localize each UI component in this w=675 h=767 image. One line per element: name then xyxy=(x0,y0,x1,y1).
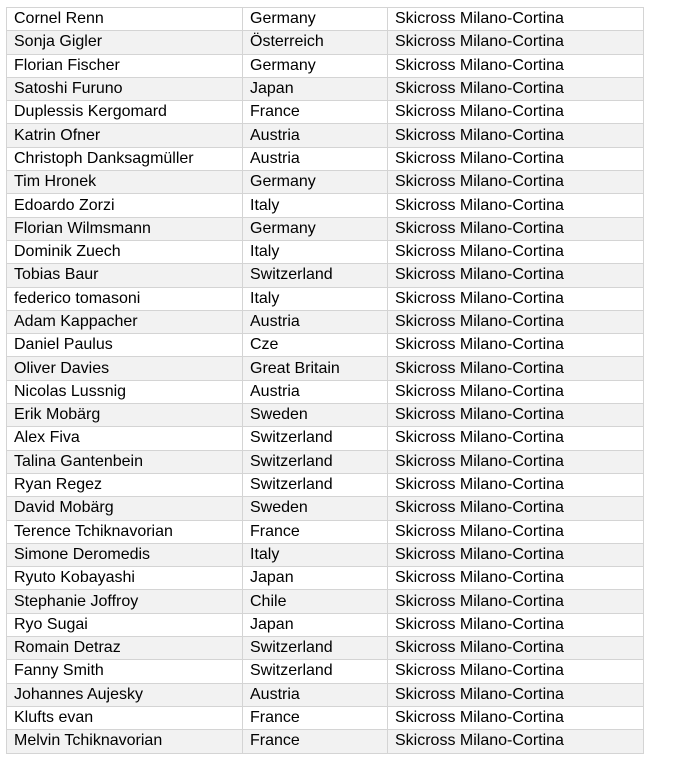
country-cell[interactable]: France xyxy=(243,520,388,543)
table-row xyxy=(7,450,644,473)
name-cell[interactable]: Alex Fiva xyxy=(7,427,243,450)
table-row xyxy=(7,240,644,263)
table-row xyxy=(7,590,644,613)
event-cell[interactable]: Skicross Milano-Cortina xyxy=(388,567,644,590)
name-cell[interactable]: Florian Wilmsmann xyxy=(7,217,243,240)
table-row xyxy=(7,427,644,450)
country-cell[interactable]: Sweden xyxy=(243,404,388,427)
table-row xyxy=(7,8,644,31)
country-cell[interactable]: Italy xyxy=(243,287,388,310)
country-cell[interactable]: Japan xyxy=(243,77,388,100)
country-cell[interactable]: Sweden xyxy=(243,497,388,520)
event-cell[interactable]: Skicross Milano-Cortina xyxy=(388,520,644,543)
country-cell[interactable]: Italy xyxy=(243,240,388,263)
table-row xyxy=(7,520,644,543)
name-cell[interactable]: Ryan Regez xyxy=(7,473,243,496)
event-cell[interactable]: Skicross Milano-Cortina xyxy=(388,8,644,31)
event-cell[interactable]: Skicross Milano-Cortina xyxy=(388,31,644,54)
country-cell[interactable]: Cze xyxy=(243,334,388,357)
event-cell[interactable]: Skicross Milano-Cortina xyxy=(388,101,644,124)
name-cell[interactable]: Satoshi Furuno xyxy=(7,77,243,100)
name-cell[interactable]: Katrin Ofner xyxy=(7,124,243,147)
country-cell[interactable]: Switzerland xyxy=(243,264,388,287)
name-cell[interactable]: Stephanie Joffroy xyxy=(7,590,243,613)
event-cell[interactable]: Skicross Milano-Cortina xyxy=(388,171,644,194)
name-cell[interactable]: Adam Kappacher xyxy=(7,310,243,333)
event-cell[interactable]: Skicross Milano-Cortina xyxy=(388,217,644,240)
name-cell[interactable]: Simone Deromedis xyxy=(7,543,243,566)
event-cell[interactable]: Skicross Milano-Cortina xyxy=(388,77,644,100)
event-cell[interactable]: Skicross Milano-Cortina xyxy=(388,334,644,357)
event-cell[interactable]: Skicross Milano-Cortina xyxy=(388,194,644,217)
country-cell[interactable]: Switzerland xyxy=(243,637,388,660)
country-cell[interactable]: Japan xyxy=(243,613,388,636)
country-cell[interactable]: France xyxy=(243,101,388,124)
country-cell[interactable]: Germany xyxy=(243,217,388,240)
name-cell[interactable]: Tobias Baur xyxy=(7,264,243,287)
table-row xyxy=(7,101,644,124)
name-cell[interactable]: Johannes Aujesky xyxy=(7,683,243,706)
event-cell[interactable]: Skicross Milano-Cortina xyxy=(388,404,644,427)
country-cell[interactable]: Italy xyxy=(243,543,388,566)
event-cell[interactable]: Skicross Milano-Cortina xyxy=(388,637,644,660)
event-cell[interactable]: Skicross Milano-Cortina xyxy=(388,660,644,683)
name-cell[interactable]: Ryo Sugai xyxy=(7,613,243,636)
table-row xyxy=(7,660,644,683)
name-cell[interactable]: Oliver Davies xyxy=(7,357,243,380)
name-cell[interactable]: Christoph Danksagmüller xyxy=(7,147,243,170)
athlete-table xyxy=(6,7,644,754)
name-cell[interactable]: Melvin Tchiknavorian xyxy=(7,730,243,753)
event-cell[interactable]: Skicross Milano-Cortina xyxy=(388,240,644,263)
event-cell[interactable]: Skicross Milano-Cortina xyxy=(388,543,644,566)
name-cell[interactable]: David Mobärg xyxy=(7,497,243,520)
country-cell[interactable]: Germany xyxy=(243,54,388,77)
name-cell[interactable]: Ryuto Kobayashi xyxy=(7,567,243,590)
table-row xyxy=(7,637,644,660)
table-row xyxy=(7,217,644,240)
country-cell[interactable]: Japan xyxy=(243,567,388,590)
event-cell[interactable]: Skicross Milano-Cortina xyxy=(388,427,644,450)
event-cell[interactable]: Skicross Milano-Cortina xyxy=(388,357,644,380)
table-row xyxy=(7,124,644,147)
event-cell[interactable]: Skicross Milano-Cortina xyxy=(388,264,644,287)
country-cell[interactable]: Germany xyxy=(243,8,388,31)
country-cell[interactable]: Österreich xyxy=(243,31,388,54)
table-row xyxy=(7,497,644,520)
event-cell[interactable]: Skicross Milano-Cortina xyxy=(388,590,644,613)
table-row xyxy=(7,404,644,427)
athlete-table-body xyxy=(7,8,644,754)
table-row xyxy=(7,77,644,100)
name-cell[interactable]: Tim Hronek xyxy=(7,171,243,194)
name-cell[interactable]: Talina Gantenbein xyxy=(7,450,243,473)
table-row xyxy=(7,613,644,636)
name-cell[interactable]: federico tomasoni xyxy=(7,287,243,310)
country-cell[interactable]: Switzerland xyxy=(243,450,388,473)
event-cell[interactable]: Skicross Milano-Cortina xyxy=(388,124,644,147)
name-cell[interactable]: Sonja Gigler xyxy=(7,31,243,54)
event-cell[interactable]: Skicross Milano-Cortina xyxy=(388,287,644,310)
table-row xyxy=(7,31,644,54)
event-cell[interactable]: Skicross Milano-Cortina xyxy=(388,730,644,753)
table-row xyxy=(7,264,644,287)
country-cell[interactable]: Austria xyxy=(243,683,388,706)
event-cell[interactable]: Skicross Milano-Cortina xyxy=(388,706,644,729)
table-row xyxy=(7,147,644,170)
name-cell[interactable]: Cornel Renn xyxy=(7,8,243,31)
name-cell[interactable]: Fanny Smith xyxy=(7,660,243,683)
name-cell[interactable]: Erik Mobärg xyxy=(7,404,243,427)
event-cell[interactable]: Skicross Milano-Cortina xyxy=(388,473,644,496)
event-cell[interactable]: Skicross Milano-Cortina xyxy=(388,613,644,636)
table-row xyxy=(7,310,644,333)
event-cell[interactable]: Skicross Milano-Cortina xyxy=(388,380,644,403)
name-cell[interactable]: Florian Fischer xyxy=(7,54,243,77)
country-cell[interactable]: Austria xyxy=(243,380,388,403)
country-cell[interactable]: Switzerland xyxy=(243,427,388,450)
table-row xyxy=(7,287,644,310)
table-row xyxy=(7,171,644,194)
table-row xyxy=(7,730,644,753)
country-cell[interactable]: Switzerland xyxy=(243,660,388,683)
name-cell[interactable]: Daniel Paulus xyxy=(7,334,243,357)
country-cell[interactable]: Austria xyxy=(243,124,388,147)
event-cell[interactable]: Skicross Milano-Cortina xyxy=(388,310,644,333)
country-cell[interactable]: Austria xyxy=(243,310,388,333)
table-row xyxy=(7,194,644,217)
event-cell[interactable]: Skicross Milano-Cortina xyxy=(388,683,644,706)
event-cell[interactable]: Skicross Milano-Cortina xyxy=(388,497,644,520)
name-cell[interactable]: Klufts evan xyxy=(7,706,243,729)
table-row xyxy=(7,380,644,403)
country-cell[interactable]: Switzerland xyxy=(243,473,388,496)
country-cell[interactable]: Austria xyxy=(243,147,388,170)
name-cell[interactable]: Nicolas Lussnig xyxy=(7,380,243,403)
country-cell[interactable]: France xyxy=(243,730,388,753)
table-row xyxy=(7,567,644,590)
name-cell[interactable]: Duplessis Kergomard xyxy=(7,101,243,124)
event-cell[interactable]: Skicross Milano-Cortina xyxy=(388,147,644,170)
table-row xyxy=(7,357,644,380)
country-cell[interactable]: Great Britain xyxy=(243,357,388,380)
name-cell[interactable]: Terence Tchiknavorian xyxy=(7,520,243,543)
country-cell[interactable]: Germany xyxy=(243,171,388,194)
table-row xyxy=(7,334,644,357)
event-cell[interactable]: Skicross Milano-Cortina xyxy=(388,450,644,473)
table-row xyxy=(7,473,644,496)
table-row xyxy=(7,543,644,566)
table-row xyxy=(7,683,644,706)
name-cell[interactable]: Edoardo Zorzi xyxy=(7,194,243,217)
name-cell[interactable]: Romain Detraz xyxy=(7,637,243,660)
country-cell[interactable]: Italy xyxy=(243,194,388,217)
country-cell[interactable]: Chile xyxy=(243,590,388,613)
event-cell[interactable]: Skicross Milano-Cortina xyxy=(388,54,644,77)
country-cell[interactable]: France xyxy=(243,706,388,729)
name-cell[interactable]: Dominik Zuech xyxy=(7,240,243,263)
table-row xyxy=(7,54,644,77)
table-row xyxy=(7,706,644,729)
